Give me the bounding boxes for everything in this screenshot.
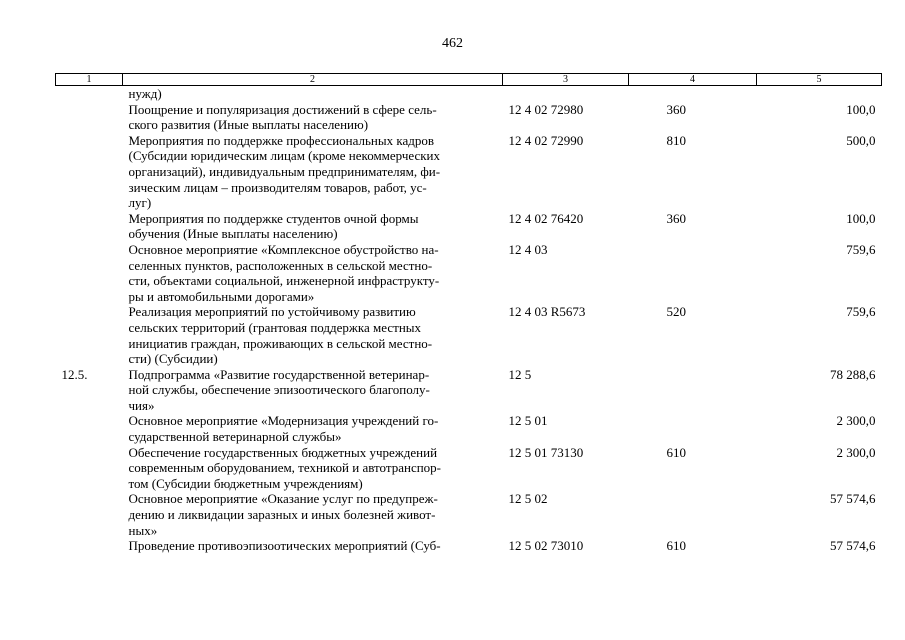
row-code: 12 4 02 76420 <box>508 210 584 226</box>
table-row <box>56 538 882 554</box>
row-code: 12 4 02 72990 <box>508 132 584 148</box>
row-amount: 57 574,6 <box>830 491 876 507</box>
row-name-line: сти) (Субсидии) <box>128 351 218 367</box>
row-name-line: Мероприятия по поддержке профессиональных кадров <box>128 132 435 148</box>
row-expense-type: 520 <box>666 304 686 320</box>
row-name <box>123 304 503 366</box>
row-name-line: Проведение противоэпизоотических мероприятий (Суб- <box>128 538 441 554</box>
row-name-line: чия» <box>128 397 155 413</box>
row-code: 12 4 03 <box>508 241 548 257</box>
row-code <box>503 86 629 102</box>
row-name-line: Основное мероприятие «Модернизация учреждений го- <box>128 413 439 429</box>
row-code: 12 5 01 73130 <box>508 444 584 460</box>
row-expense-type <box>629 242 757 304</box>
table-row <box>56 445 882 492</box>
row-amount: 100,0 <box>846 210 876 226</box>
table-row <box>56 86 882 102</box>
row-number <box>56 242 123 304</box>
row-code: 12 5 02 73010 <box>508 538 584 554</box>
row-name-line: ной службы, обеспечение эпизоотического благополу- <box>128 382 430 398</box>
row-name-line: луг) <box>128 195 152 211</box>
header-col-5: 5 <box>757 74 882 86</box>
row-expense-type: 810 <box>666 132 686 148</box>
row-amount: 100,0 <box>846 101 876 117</box>
row-amount: 500,0 <box>846 132 876 148</box>
row-expense-type <box>629 86 757 102</box>
row-name-line: дению и ликвидации заразных и иных болезней живот- <box>128 507 436 523</box>
row-code: 12 5 02 <box>508 491 548 507</box>
row-name-line: ского развития (Иные выплаты населению) <box>128 117 369 133</box>
row-name-line: Поощрение и популяризация достижений в сфере сель- <box>128 101 437 117</box>
row-name-line: Подпрограмма «Развитие государственной ветеринар- <box>128 366 430 382</box>
row-name <box>123 86 503 102</box>
header-col-3: 3 <box>503 74 629 86</box>
row-amount <box>757 86 882 102</box>
row-number <box>56 86 123 102</box>
row-number <box>56 491 123 538</box>
header-col-4: 4 <box>629 74 757 86</box>
row-name <box>123 538 503 554</box>
row-name-line: нужд) <box>128 86 162 101</box>
row-name <box>123 445 503 492</box>
row-name-line: Обеспечение государственных бюджетных учреждений <box>128 444 438 460</box>
row-name-line: организаций), индивидуальным предпринимателям, фи- <box>128 163 441 179</box>
table-row <box>56 304 882 366</box>
table-row <box>56 413 882 444</box>
table-row <box>56 367 882 414</box>
row-number: 12.5. <box>61 366 88 382</box>
row-number <box>56 445 123 492</box>
row-name <box>123 413 503 444</box>
row-number <box>56 538 123 554</box>
row-code: 12 5 <box>508 366 532 382</box>
row-name-line: современным оборудованием, техникой и автотранспор- <box>128 460 441 476</box>
row-expense-type: 360 <box>666 210 686 226</box>
row-name <box>123 367 503 414</box>
row-number <box>56 211 123 242</box>
row-amount: 759,6 <box>846 304 876 320</box>
row-name <box>123 133 503 211</box>
row-name-line: сударственной ветеринарной службы» <box>128 429 342 445</box>
row-name <box>123 211 503 242</box>
header-col-1: 1 <box>56 74 123 86</box>
budget-table <box>55 73 882 554</box>
header-col-2: 2 <box>123 74 503 86</box>
row-code: 12 4 02 72980 <box>508 101 584 117</box>
row-amount: 57 574,6 <box>830 538 876 554</box>
table-body <box>56 86 882 554</box>
row-name-line: Мероприятия по поддержке студентов очной формы <box>128 210 419 226</box>
table-row <box>56 491 882 538</box>
row-expense-type <box>629 367 757 414</box>
row-name <box>123 102 503 133</box>
row-name <box>123 491 503 538</box>
row-expense-type: 360 <box>666 101 686 117</box>
row-name-line: инициатив граждан, проживающих в сельской местно- <box>128 335 433 351</box>
row-code: 12 4 03 R5673 <box>508 304 586 320</box>
table-row <box>56 242 882 304</box>
row-amount: 78 288,6 <box>830 366 876 382</box>
row-name-line: Основное мероприятие «Оказание услуг по предупреж- <box>128 491 438 507</box>
page-number: 462 <box>442 36 463 51</box>
table-row <box>56 211 882 242</box>
row-number <box>56 102 123 133</box>
table-header <box>56 74 882 86</box>
row-name-line: (Субсидии юридическим лицам (кроме некоммерческих <box>128 148 441 164</box>
row-name-line: сти, объектами социальной, инженерной инфраструкту- <box>128 273 440 289</box>
row-name-line: Реализация мероприятий по устойчивому развитию <box>128 304 416 320</box>
row-amount: 2 300,0 <box>836 444 876 460</box>
row-name-line: том (Субсидии бюджетным учреждениям) <box>128 475 363 491</box>
row-name-line: обучения (Иные выплаты населению) <box>128 226 338 242</box>
row-name-line: Основное мероприятие «Комплексное обустройство на- <box>128 241 439 257</box>
row-expense-type: 610 <box>666 538 686 554</box>
row-name <box>123 242 503 304</box>
table-row <box>56 102 882 133</box>
row-expense-type <box>629 413 757 444</box>
row-expense-type: 610 <box>666 444 686 460</box>
row-amount: 2 300,0 <box>836 413 876 429</box>
row-name-line: ных» <box>128 522 158 538</box>
row-name-line: сельских территорий (грантовая поддержка местных <box>128 319 422 335</box>
row-expense-type <box>629 491 757 538</box>
row-number <box>56 133 123 211</box>
row-code: 12 5 01 <box>508 413 548 429</box>
row-number <box>56 304 123 366</box>
row-amount: 759,6 <box>846 241 876 257</box>
row-number <box>56 413 123 444</box>
row-name-line: ры и автомобильными дорогами» <box>128 288 315 304</box>
table-row <box>56 133 882 211</box>
row-name-line: селенных пунктов, расположенных в сельской местно- <box>128 257 433 273</box>
row-name-line: зическим лицам – производителям товаров, работ, ус- <box>128 179 427 195</box>
